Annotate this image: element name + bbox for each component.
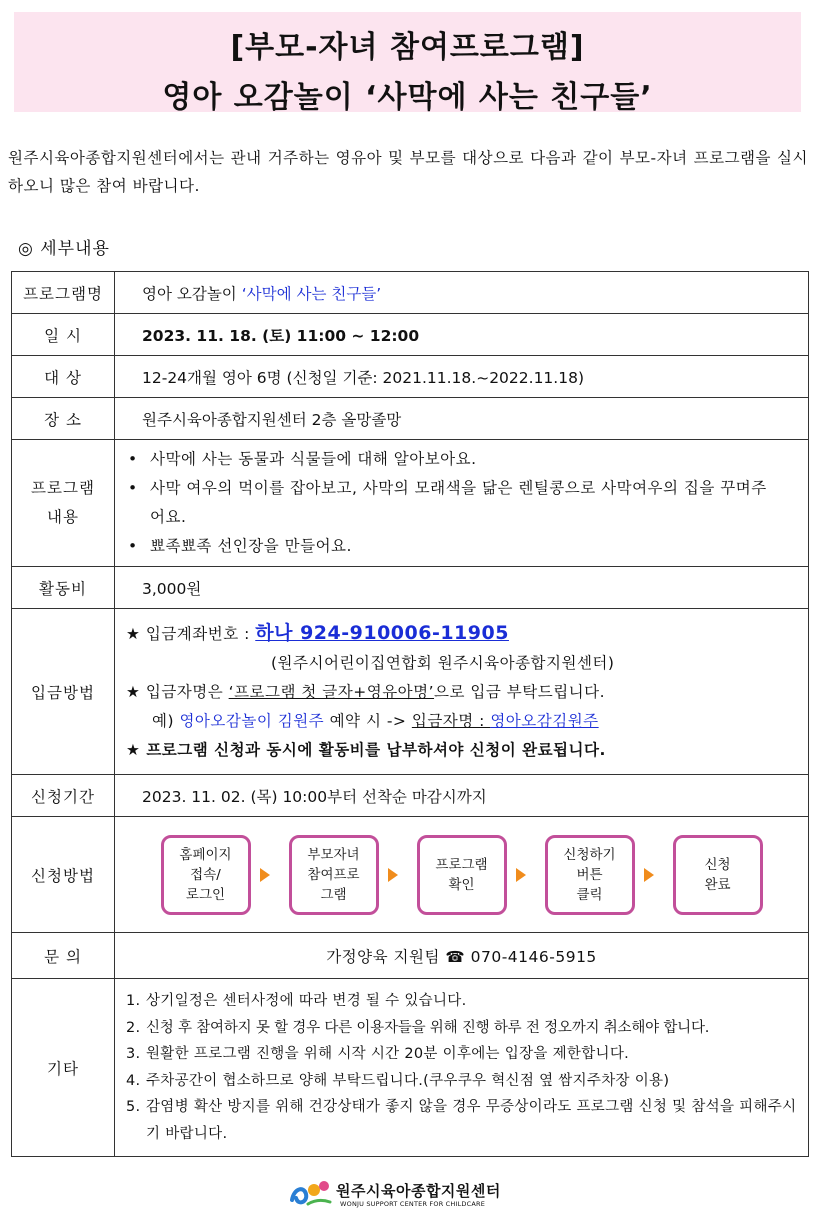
list-item: 4. 주차공간이 협소하므로 양해 부탁드립니다.(쿠우쿠우 혁신점 옆 쌈지주차장 이용) <box>126 1072 670 1089</box>
value-inquiry <box>115 933 809 979</box>
star-icon: ★ <box>126 624 141 643</box>
label-period: 신청기간 <box>12 775 115 817</box>
bullet-icon: • <box>128 450 138 468</box>
value-fee: 3,000원 <box>115 567 809 609</box>
row-content <box>12 440 809 567</box>
notice-line: ★ 프로그램 신청과 동시에 활동비를 납부하셔야 신청이 완료됩니다. <box>126 740 606 759</box>
label-content-line1: 프로그램 <box>31 479 95 497</box>
value-program <box>115 272 809 314</box>
value-payment <box>115 609 809 775</box>
row-program <box>12 272 809 314</box>
row-target <box>12 356 809 398</box>
row-etc <box>12 979 809 1157</box>
row-inquiry <box>12 933 809 979</box>
list-item: 3. 원활한 프로그램 진행을 위해 시작 시간 20분 이후에는 입장을 제한합니다. <box>126 1046 630 1062</box>
row-period <box>12 775 809 817</box>
list-item: • 사막에 사는 동물과 식물들에 대해 알아보아요. <box>116 445 807 474</box>
row-datetime <box>12 314 809 356</box>
value-content <box>115 440 809 567</box>
double-circle-icon: ◎ <box>18 239 34 259</box>
inquiry-phone: 070-4146-5915 <box>470 947 597 966</box>
label-etc: 기타 <box>12 979 115 1157</box>
notes-list <box>116 980 807 1155</box>
section-title: 세부내용 <box>40 239 110 259</box>
list-item: 5. 감염병 확산 방지를 위해 건강상태가 좋지 않을 경우 무증상이라도 프로그램 신청 및 참석을 피해주시기 바랍니다. <box>126 1099 797 1142</box>
bullet-icon: • <box>128 479 138 497</box>
payment-block <box>116 611 807 773</box>
section-heading <box>18 234 110 259</box>
list-item: 2. 신청 후 참여하지 못 할 경우 다른 이용자들을 위해 진행 하루 전 정오까지 취소해야 합니다. <box>126 1019 710 1036</box>
step-box: 신청하기 버튼 클릭 <box>545 835 635 915</box>
process-flow <box>116 823 807 927</box>
label-place: 장 소 <box>12 398 115 440</box>
row-payment <box>12 609 809 775</box>
value-period: 2023. 11. 02. (목) 10:00부터 선착순 마감시까지 <box>115 775 809 817</box>
label-program: 프로그램명 <box>12 272 115 314</box>
list-item: • 사막 여우의 먹이를 잡아보고, 사막의 모래색을 닮은 렌틸콩으로 사막여우의 집을 꾸며주어요. <box>116 474 807 532</box>
org-name-en: WONJU SUPPORT CENTER FOR CHILDCARE <box>340 1200 486 1208</box>
page-title-line1: [부모-자녀 참여프로그램] <box>230 30 585 65</box>
label-content-line2: 내용 <box>47 508 79 526</box>
row-place <box>12 398 809 440</box>
bullet-icon: • <box>128 537 138 555</box>
row-method <box>12 817 809 933</box>
step-box: 부모자녀 참여프로 그램 <box>289 835 379 915</box>
arrow-right-icon <box>516 868 536 882</box>
label-method: 신청방법 <box>12 817 115 933</box>
title-banner <box>14 12 801 115</box>
label-datetime: 일 시 <box>12 314 115 356</box>
example-line: 예) 영아오감놀이 김원주 예약 시 -> 입금자명 : 영아오감김원주 <box>152 711 599 730</box>
details-table <box>11 271 809 1157</box>
label-content <box>12 440 115 567</box>
label-inquiry: 문 의 <box>12 933 115 979</box>
value-method <box>115 817 809 933</box>
star-icon: ★ <box>126 682 141 701</box>
arrow-right-icon <box>260 868 280 882</box>
inquiry-team: 가정양육 지원팀 <box>326 947 440 966</box>
step-box: 프로그램 확인 <box>417 835 507 915</box>
value-etc <box>115 979 809 1157</box>
list-item: • 뾰족뾰족 선인장을 만들어요. <box>116 532 807 561</box>
program-prefix: 영아 오감놀이 <box>142 284 242 303</box>
arrow-right-icon <box>644 868 664 882</box>
account-holder: (원주시어린이집연합회 원주시육아종합지원센터) <box>271 653 615 672</box>
star-icon: ★ <box>126 740 141 759</box>
list-item: 1. 상기일정은 센터사정에 따라 변경 될 수 있습니다. <box>126 993 467 1009</box>
arrow-right-icon <box>388 868 408 882</box>
label-payment: 입금방법 <box>12 609 115 775</box>
phone-icon: ☎ <box>445 947 466 966</box>
intro-paragraph: 원주시육아종합지원센터에서는 관내 거주하는 영유아 및 부모를 대상으로 다음과 같이 부모-자녀 프로그램을 실시하오니 많은 참여 바랍니다. <box>8 149 808 195</box>
program-highlight: ‘사막에 사는 친구들’ <box>241 284 382 303</box>
value-datetime: 2023. 11. 18. (토) 11:00 ~ 12:00 <box>115 314 809 356</box>
content-list <box>116 441 807 565</box>
label-fee: 활동비 <box>12 567 115 609</box>
name-rule-line: ★ 입금자명은 ‘프로그램 첫 글자+영유아명’으로 입금 부탁드립니다. <box>126 682 606 701</box>
footer-logo <box>288 1176 528 1210</box>
org-name: 원주시육아종합지원센터 <box>336 1182 501 1200</box>
value-target: 12-24개월 영아 6명 (신청일 기준: 2021.11.18.~2022.11.18) <box>115 356 809 398</box>
account-number: 하나 924-910006-11905 <box>255 621 509 644</box>
page-title-line2: 영아 오감놀이 ‘사막에 사는 친구들’ <box>162 80 653 115</box>
value-place: 원주시육아종합지원센터 2층 올망졸망 <box>115 398 809 440</box>
center-logo-icon <box>288 1176 334 1210</box>
row-fee <box>12 567 809 609</box>
step-box: 홈페이지 접속/ 로그인 <box>161 835 251 915</box>
step-box: 신청 완료 <box>673 835 763 915</box>
account-line: ★ 입금계좌번호 : 하나 924-910006-11905 <box>126 621 509 644</box>
label-target: 대 상 <box>12 356 115 398</box>
